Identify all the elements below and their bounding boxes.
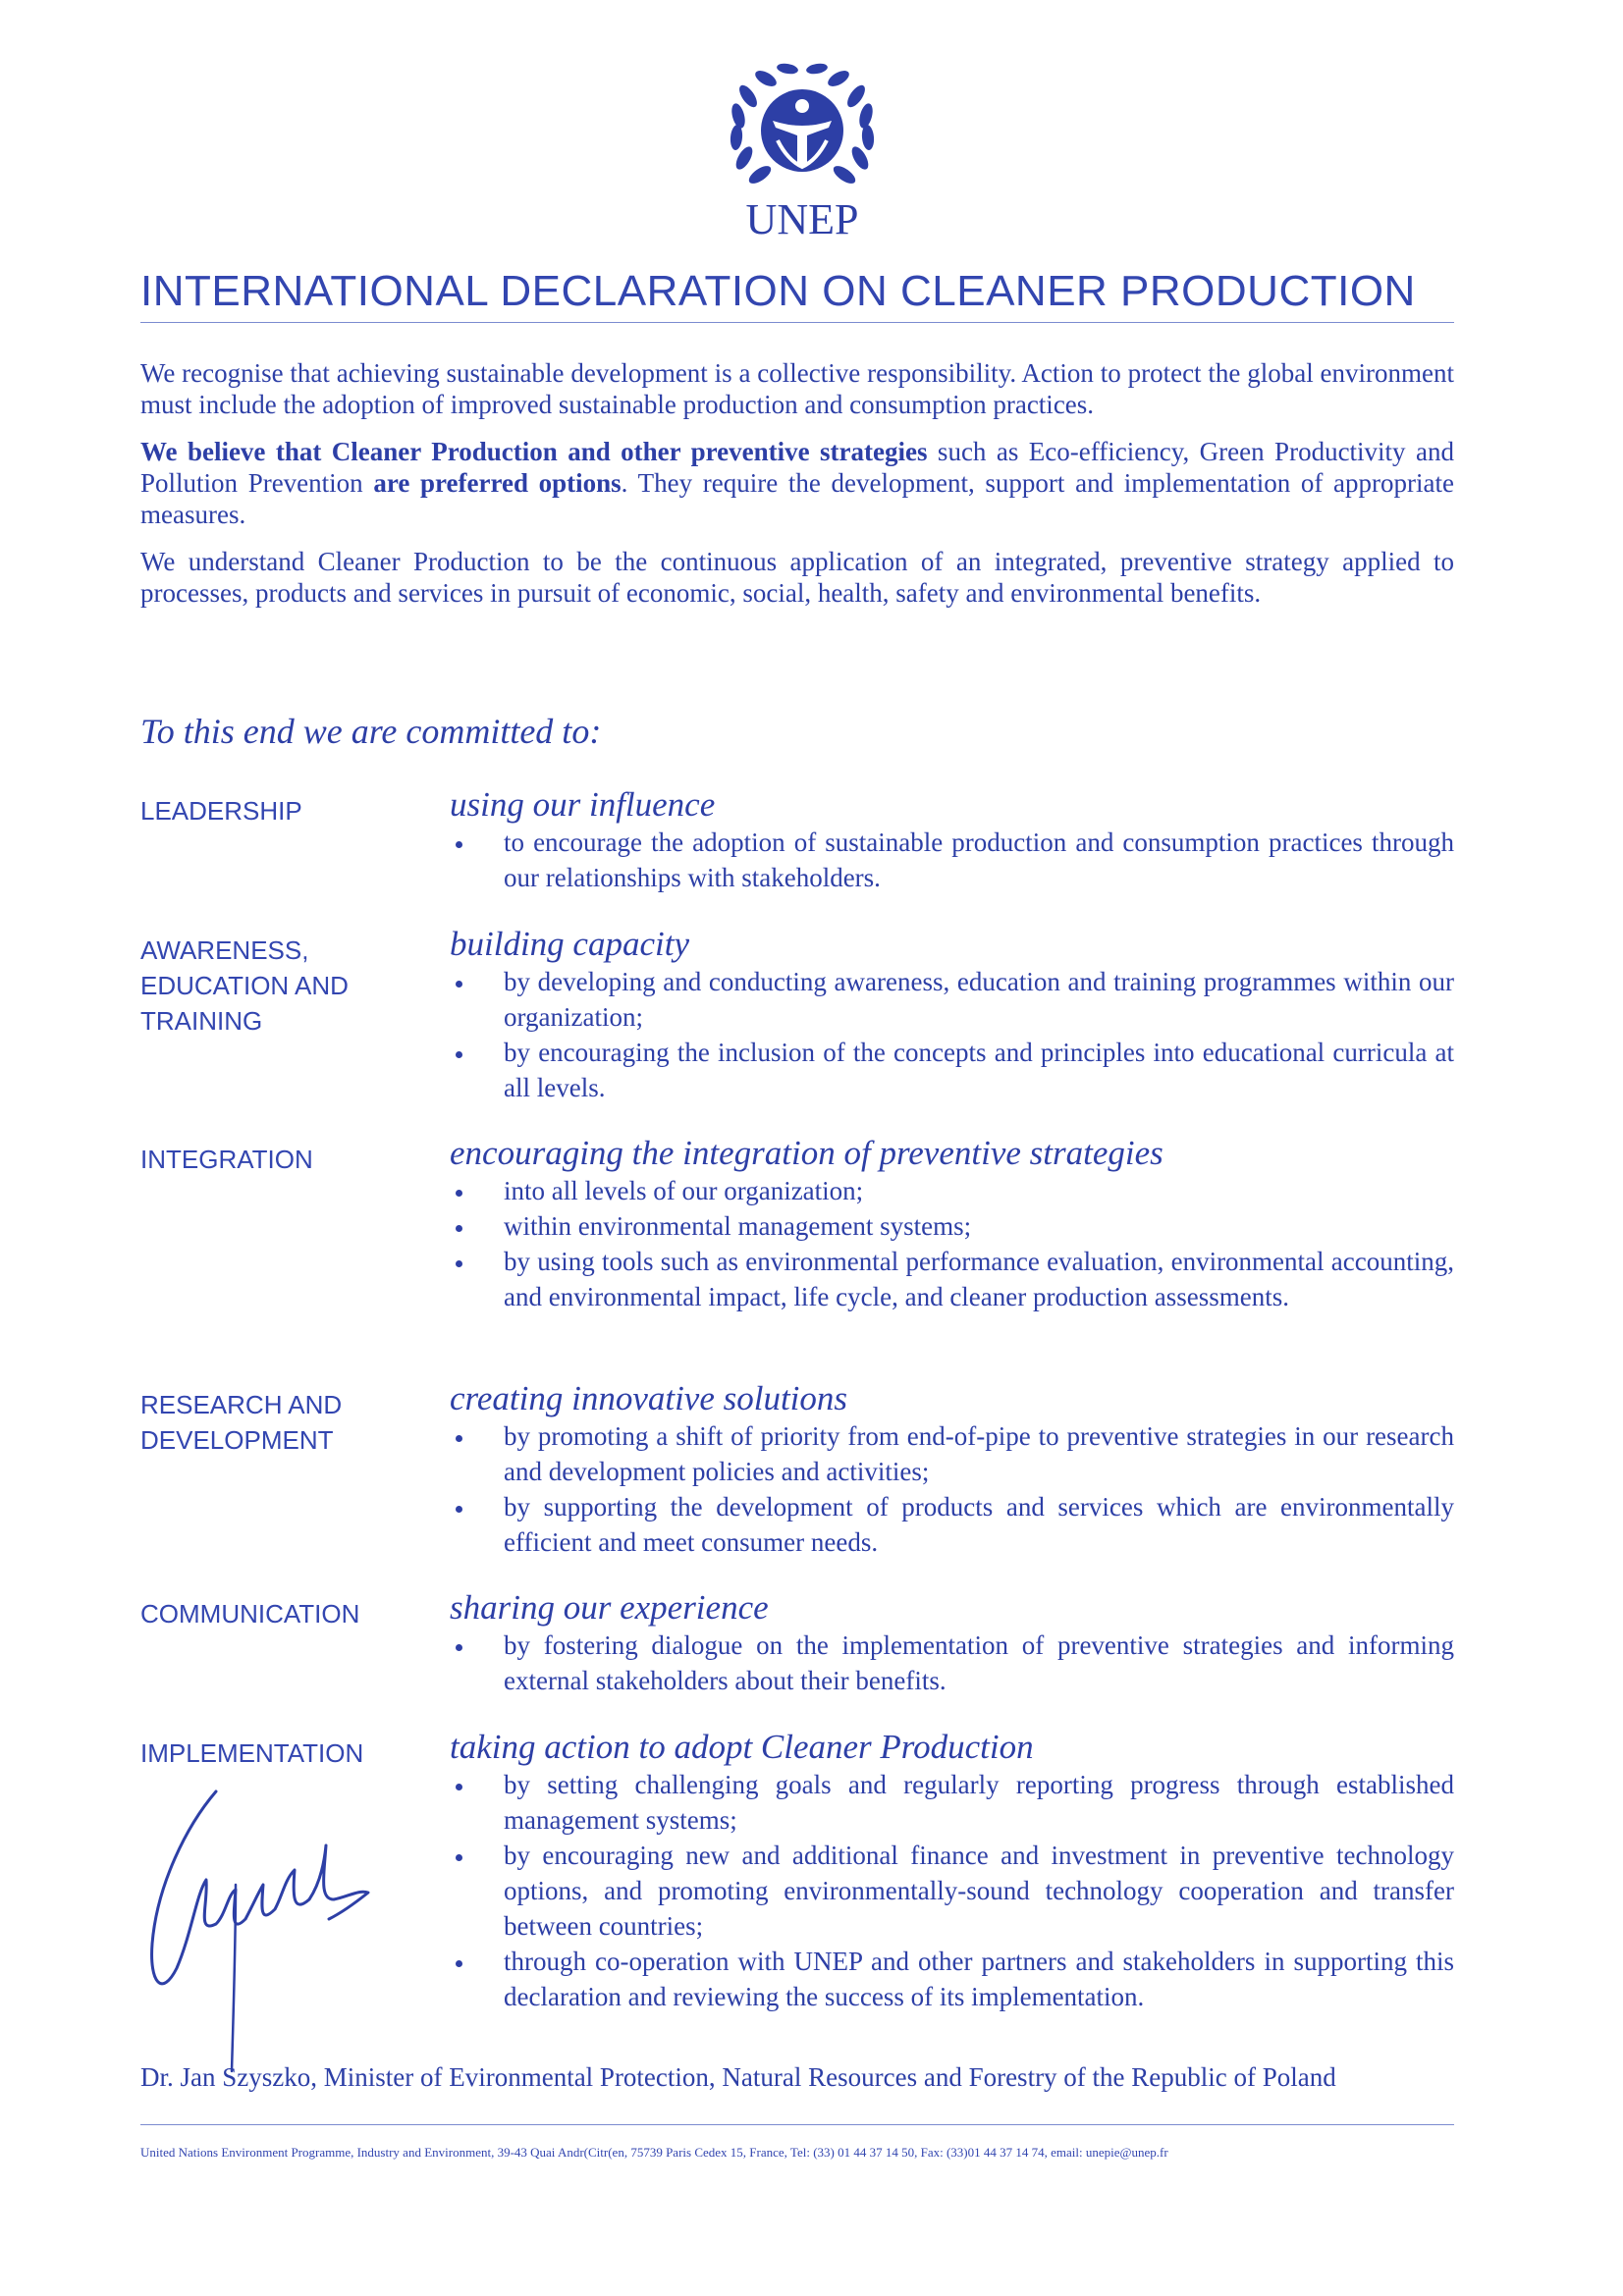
intro-text-1: such as Eco-efficiency, Green Productivity and Pollution Prevention — [140, 437, 1454, 498]
section-heading: encouraging the integration of preventive strategies — [450, 1134, 1163, 1172]
signature-icon — [137, 1787, 393, 2081]
logo-text: UNEP — [745, 195, 859, 243]
list-item: by encouraging new and additional finance and investment in preventive technology options, and promoting environmentally-sound technology cooperation and transfer between countries; — [450, 1838, 1454, 1944]
section-heading: building capacity — [450, 925, 689, 963]
signer-line: Dr. Jan Szyszko, Minister of Evironmental Protection, Natural Resources and Forestry of the Republic of Poland — [140, 2062, 1336, 2092]
intro-paragraph-3: We understand Cleaner Production to be the continuous application of an integrated, preventive strategy applied to processes, products and services in pursuit of economic, social, health, safety and environmental benefits. — [140, 547, 1454, 608]
section-label: COMMUNICATION — [140, 1599, 360, 1629]
intro-bold-1: We believe that Cleaner Production and other preventive strategies — [140, 437, 928, 466]
list-item: by encouraging the inclusion of the concepts and principles into educational curricula at all levels. — [450, 1035, 1454, 1105]
section-label: AWARENESS, EDUCATION AND TRAINING — [140, 935, 349, 1036]
unep-logo — [719, 57, 886, 243]
intro-paragraph-2 — [140, 436, 1454, 530]
section-label: INTEGRATION — [140, 1145, 313, 1174]
list-item: by using tools such as environmental performance evaluation, environmental accounting, and environmental impact, life cycle, and cleaner production assessments. — [450, 1244, 1454, 1314]
list-item: to encourage the adoption of sustainable production and consumption practices through our relationships with stakeholders. — [450, 825, 1454, 895]
laurel-emblem-icon — [719, 57, 886, 194]
section-heading: taking action to adopt Cleaner Production — [450, 1728, 1034, 1766]
list-item: by supporting the development of products and services which are environmentally efficient and meet consumer needs. — [450, 1489, 1454, 1560]
section-body — [450, 1379, 1454, 1560]
intro-text-2: . They require the development, support and implementation of appropriate measures. — [140, 468, 1454, 529]
intro-bold-2: are preferred options — [373, 468, 622, 498]
footer-address: United Nations Environment Programme, Industry and Environment, 39-43 Quai Andr(Citr(en, 75739 Paris Cedex 15, France, Tel: (33) 01 44 37 14 50, Fax: (33)01 44 37 14 74, email: unepie@unep.fr — [140, 2145, 1168, 2160]
list-item: within environmental management systems; — [450, 1208, 1454, 1244]
section-heading: using our influence — [450, 785, 716, 824]
bullet-list — [450, 1628, 1454, 1698]
list-item: into all levels of our organization; — [450, 1173, 1454, 1208]
section-label: RESEARCH AND DEVELOPMENT — [140, 1390, 343, 1455]
intro-paragraph-1: We recognise that achieving sustainable development is a collective responsibility. Action to protect the global environment must include the adoption of improved sustainable production and consumption practices. — [140, 358, 1454, 419]
bullet-list — [450, 825, 1454, 895]
signature — [137, 1787, 393, 2081]
section-body — [450, 785, 1454, 895]
section-body — [450, 1588, 1454, 1698]
commitment-heading: To this end we are committed to: — [140, 712, 602, 751]
footer-divider — [140, 2124, 1454, 2125]
list-item: by developing and conducting awareness, education and training programmes within our organization; — [450, 964, 1454, 1035]
bullet-list — [450, 1767, 1454, 2014]
section-label: LEADERSHIP — [140, 796, 302, 826]
list-item: by promoting a shift of priority from end-of-pipe to preventive strategies in our research and development policies and activities; — [450, 1418, 1454, 1489]
list-item: by fostering dialogue on the implementation of preventive strategies and informing external stakeholders about their benefits. — [450, 1628, 1454, 1698]
section-heading: sharing our experience — [450, 1588, 769, 1627]
document-title: INTERNATIONAL DECLARATION ON CLEANER PRODUCTION — [140, 267, 1454, 323]
list-item: by setting challenging goals and regularly reporting progress through established management systems; — [450, 1767, 1454, 1838]
bullet-list — [450, 1173, 1454, 1314]
bullet-list — [450, 1418, 1454, 1560]
intro — [140, 357, 1454, 624]
section-heading: creating innovative solutions — [450, 1379, 848, 1417]
section-label: IMPLEMENTATION — [140, 1738, 364, 1768]
section-body — [450, 1134, 1454, 1314]
section-body — [450, 925, 1454, 1105]
bullet-list — [450, 964, 1454, 1105]
list-item: through co-operation with UNEP and other partners and stakeholders in supporting this declaration and reviewing the success of its implementation. — [450, 1944, 1454, 2014]
section-body — [450, 1728, 1454, 2014]
